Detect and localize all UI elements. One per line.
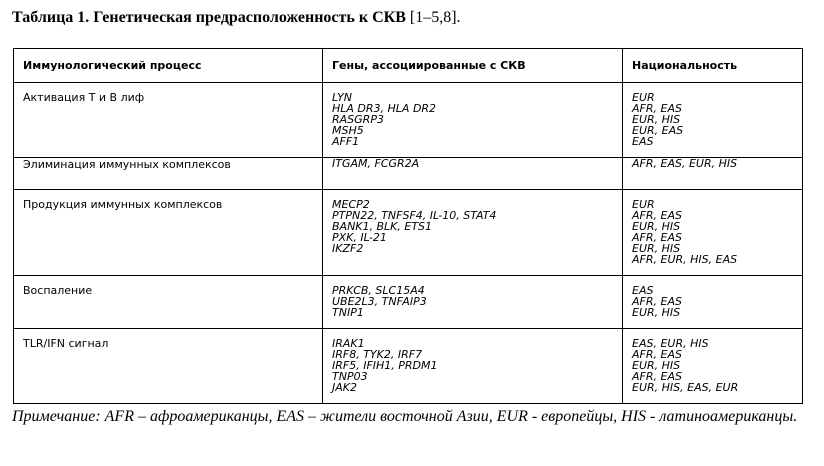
genes-cell [323, 276, 623, 329]
nationality-line: EUR, HIS [632, 113, 681, 126]
table-header-row [14, 49, 803, 83]
gene-line: ITGAM, FCGR2A [332, 157, 420, 170]
nationality-line: EUR [632, 91, 655, 104]
nationality-line: EAS [632, 135, 654, 148]
nationality-line: AFR, EAS [632, 348, 682, 361]
process-name: TLR/IFN сигнал [23, 337, 109, 350]
gene-line: UBE2L3, TNFAIP3 [332, 295, 427, 308]
caption-reference: [1–5,8]. [409, 9, 461, 26]
genes-cell [323, 190, 623, 276]
header-process: Иммунологический процесс [14, 49, 323, 83]
nationality-line: EUR, HIS, EAS, EUR [632, 381, 739, 394]
table-row [14, 158, 803, 190]
gene-line: AFF1 [332, 135, 360, 148]
gene-line: PXK, IL-21 [332, 231, 387, 244]
table-row [14, 276, 803, 329]
nationality-line: AFR, EAS [632, 370, 682, 383]
genes-table [13, 48, 803, 404]
process-name: Воспаление [23, 284, 93, 297]
gene-line: IRF5, IFIH1, PRDM1 [332, 359, 438, 372]
nationality-line: EUR, HIS [632, 306, 681, 319]
process-cell [14, 158, 323, 190]
gene-line: IRAK1 [332, 337, 365, 350]
nationality-line: AFR, EUR, HIS, EAS [632, 253, 738, 266]
gene-line: RASGRP3 [332, 113, 384, 126]
genes-cell [323, 158, 623, 190]
nationality-line: AFR, EAS [632, 209, 682, 222]
genes-cell [323, 329, 623, 404]
gene-line: TNIP1 [332, 306, 364, 319]
process-cell [14, 190, 323, 276]
table-row [14, 83, 803, 158]
nationality-cell [623, 158, 803, 190]
gene-line: IKZF2 [332, 242, 364, 255]
table-note: Примечание: AFR – афроамериканцы, EAS – жители восточной Азии, EUR - европейцы, HIS - латиноамериканцы. [12, 408, 798, 425]
process-cell [14, 329, 323, 404]
process-name: Элиминация иммунных комплексов [23, 158, 231, 171]
process-name: Активация Т и В лиф [23, 91, 145, 104]
table-row [14, 190, 803, 276]
gene-line: BANK1, BLK, ETS1 [332, 220, 433, 233]
nationality-line: EAS [632, 284, 654, 297]
nationality-line: EUR, HIS [632, 242, 681, 255]
gene-line: IRF8, TYK2, IRF7 [332, 348, 423, 361]
nationality-line: AFR, EAS, EUR, HIS [632, 157, 738, 170]
nationality-line: EUR, EAS [632, 124, 684, 137]
nationality-line: AFR, EAS [632, 295, 682, 308]
gene-line: JAK2 [332, 381, 357, 394]
nationality-cell [623, 329, 803, 404]
gene-line: LYN [332, 91, 353, 104]
gene-line: PTPN22, TNFSF4, IL-10, STAT4 [332, 209, 497, 222]
nationality-cell [623, 190, 803, 276]
nationality-line: EUR, HIS [632, 220, 681, 233]
gene-line: HLA DR3, HLA DR2 [332, 102, 437, 115]
table-caption [12, 8, 461, 28]
nationality-line: AFR, EAS [632, 102, 682, 115]
gene-line: MECP2 [332, 198, 370, 211]
process-cell [14, 276, 323, 329]
caption-label: Таблица 1. Генетическая предрасположенность к СКВ [12, 9, 406, 26]
genes-cell [323, 83, 623, 158]
nationality-cell [623, 276, 803, 329]
nationality-cell [623, 83, 803, 158]
gene-line: TNP03 [332, 370, 368, 383]
gene-line: PRKCB, SLC15A4 [332, 284, 425, 297]
header-nationality: Национальность [623, 49, 803, 83]
nationality-line: EUR, HIS [632, 359, 681, 372]
table-row [14, 329, 803, 404]
process-cell [14, 83, 323, 158]
process-name: Продукция иммунных комплексов [23, 198, 223, 211]
nationality-line: EAS, EUR, HIS [632, 337, 709, 350]
nationality-line: EUR [632, 198, 655, 211]
gene-line: MSH5 [332, 124, 364, 137]
header-genes: Гены, ассоциированные с СКВ [323, 49, 623, 83]
nationality-line: AFR, EAS [632, 231, 682, 244]
